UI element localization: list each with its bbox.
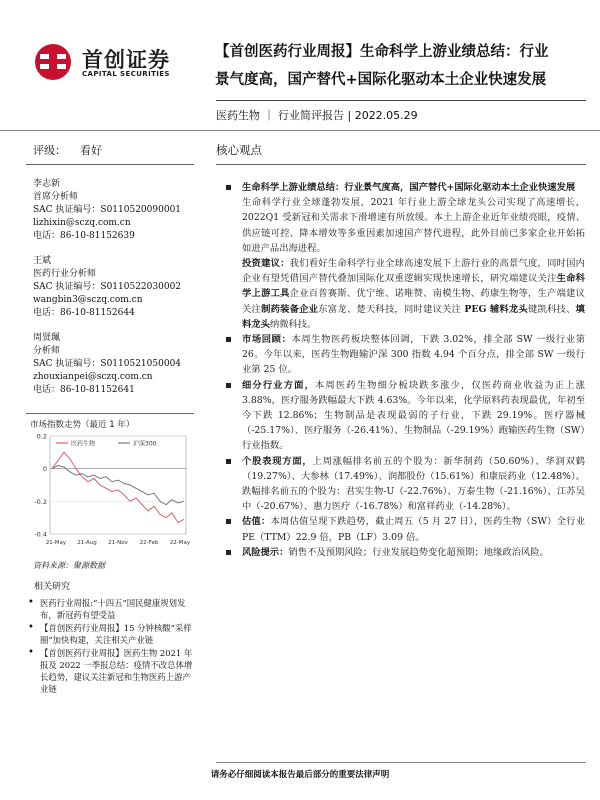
analyst-title: 分析师 xyxy=(33,346,61,356)
chart-x-tick-label: 21-Aug xyxy=(77,540,97,546)
rating-label: 评级： xyxy=(33,144,66,157)
bullet-lead: 生命科学上游业绩总结：行业景气度高，国产替代+国际化驱动本土企业快速发展 xyxy=(242,182,576,193)
title-divider xyxy=(216,100,586,101)
bullet-lead: 细分行业方面， xyxy=(242,379,315,391)
footer-divider xyxy=(216,762,586,763)
bullet-industry-summary xyxy=(224,180,585,332)
analyst-name: 周贤珮 xyxy=(33,333,61,343)
chart-source: 资料来源：聚源数据 xyxy=(33,561,105,570)
legal-disclaimer: 请务必仔细阅读本报告最后部分的重要法律声明 xyxy=(210,770,390,780)
analyst-title: 医药行业分析师 xyxy=(33,269,97,279)
company-logo xyxy=(32,42,202,82)
bullet-text: 本周估值呈现下跌趋势，截止周五（5 月 27 日），医药生物（SW）全行业 PE（TTM）22.9 倍，PB（LF）3.09 倍。 xyxy=(242,516,585,543)
analyst-phone: 电话：86-10-81152644 xyxy=(33,308,135,318)
report-title-line-2: 景气度高，国产替代+国际化驱动本土企业快速发展 xyxy=(215,72,547,88)
chart-x-tick-label: 22-May xyxy=(169,540,191,546)
bullet-text: 本周生物医药板块整体回调，下跌 3.02%，排全部 SW 一级行业第 26。今年以来，医药生物跑输沪深 300 指数 4.94 个百分点，排全部 SW 一级行业第 25 位。 xyxy=(242,334,585,376)
related-research-title: 相关研究 xyxy=(34,582,71,592)
bullet-risk xyxy=(224,545,585,560)
bullet-lead: 估值： xyxy=(242,516,271,528)
bullet-lead: 个股表现方面， xyxy=(242,455,313,467)
text-run: 东富龙、楚天科技，同时建议关注 xyxy=(318,303,465,315)
analyst-name: 王斌 xyxy=(33,256,52,266)
analyst-card xyxy=(33,255,193,320)
header-divider xyxy=(0,130,600,131)
analyst-card xyxy=(33,332,193,397)
text-run-bold: 填料龙头 xyxy=(242,303,585,330)
chart-title: 市场指数走势（最近 1 年） xyxy=(30,420,135,430)
related-research-list xyxy=(26,597,194,695)
related-research xyxy=(26,581,194,696)
analyst-card xyxy=(33,178,193,243)
report-subtitle: 医药生物 ｜ 行业简评报告 | 2022.05.29 xyxy=(216,109,418,122)
bullet-text: 本周医药生物细分板块跌多涨少，仅医药商业收益为正上涨 3.88%，医疗服务跌幅最大下跌 4.63%。今年以来，化学原料药表现最优，年初至今下跌 12.86%；生物制品是表现最弱的子行业，下跌 29.19%。医疗器械（-25.17%）、医疗服务（-26.41%）、生物制品（-29.19%）跑输医药生物（SW）行业指数。 xyxy=(242,379,585,452)
report-header xyxy=(0,0,600,140)
logo-name-cn: 首创证券 xyxy=(82,48,170,72)
chart-y-tick-label: -0.2 xyxy=(34,497,47,506)
investment-advice xyxy=(242,256,585,332)
related-research-item[interactable]: • 【首创医药行业周报】15 分钟核酸“采样圈”加快构建，关注相关产业链 xyxy=(26,622,194,646)
chart-y-tick-label: 0 xyxy=(42,465,47,474)
paragraph: 生命科学行业全球蓬勃发展，2021 年行业上游全球龙头公司实现了高速增长，2022Q1 受新冠和关需求下滑增速有所放缓。本土上游企业近年业绩亮眼，疫情、供应链可控、降本增效等多重因素加速国产替代进程，此外目前已多家企业开始拓如进产品出海进程。 xyxy=(242,197,585,254)
bullet-valuation xyxy=(224,514,585,544)
logo-mark-icon xyxy=(32,42,74,82)
chart-plot xyxy=(26,430,192,556)
chart-legend-label: 医药生物 xyxy=(71,440,96,448)
text-run: 企业百普赛斯、优宁维、诺唯赞、南模生物、药康生物等，生产端建议关注 xyxy=(242,288,585,315)
chart-series-line xyxy=(52,452,184,522)
related-research-item[interactable]: • 【首创医药行业周报】医药生物 2021 年报及 2022 一季报总结：疫情不改总体增长趋势，建议关注新冠和生物医药上游产业链 xyxy=(26,647,194,695)
rating-divider xyxy=(26,164,194,165)
chart-y-tick-label: -0.4 xyxy=(34,530,47,539)
analyst-phone: 电话：86-10-81152639 xyxy=(33,231,135,241)
text-run-bold: PEG 辅料龙头 xyxy=(464,303,528,315)
text-run: 我们看好生命科学行业全球高速发展下上游行业的高景气度，同时国内企业有望凭借国产替代叠加国际化双重逻辑实现快速增长，研究端建议关注 xyxy=(242,258,585,285)
analyst-phone: 电话：86-10-81152641 xyxy=(33,385,135,395)
report-title xyxy=(215,38,585,94)
bullet-market-review xyxy=(224,332,585,378)
core-views-title: 核心观点 xyxy=(216,143,262,157)
text-run-bold: 生命科学上游工具 xyxy=(242,273,585,300)
chart-series-line xyxy=(52,465,184,504)
analyst-email[interactable]: lizhixin@sczq.com.cn xyxy=(33,218,131,228)
analyst-list xyxy=(33,178,193,409)
analyst-name: 李志新 xyxy=(33,179,61,189)
text-run: 纳微科技。 xyxy=(269,318,317,330)
market-index-chart xyxy=(26,418,192,556)
analyst-sac: SAC 执证编号：S0110522030002 xyxy=(33,282,182,292)
analyst-sac: SAC 执证编号：S0110521050004 xyxy=(33,359,182,369)
analyst-email[interactable]: zhouxianpei@sczq.com.cn xyxy=(33,372,153,382)
bullet-lead: 市场回顾： xyxy=(242,334,292,346)
report-title-line-1: 【首创医药行业周报】生命科学上游业绩总结：行业 xyxy=(215,44,549,60)
text-run: 键凯科技、 xyxy=(528,303,576,315)
chart-legend-label: 沪深300 xyxy=(133,440,157,448)
rating-value: 看好 xyxy=(80,144,102,157)
chart-x-tick-label: 22-Feb xyxy=(139,540,159,546)
rating xyxy=(33,142,102,158)
inline-lead: 投资建议： xyxy=(242,258,290,270)
text-run-bold: 制药装备企业 xyxy=(261,303,319,315)
analyst-sac: SAC 执证编号：S0110520090001 xyxy=(33,205,182,215)
related-research-item[interactable]: • 医药行业周报:“十四五”国民健康规划发布，新冠药有望受益 xyxy=(26,597,194,621)
analyst-email[interactable]: wangbin3@sczq.com.cn xyxy=(33,295,143,305)
core-views-divider xyxy=(216,164,586,165)
bullet-lead: 风险提示： xyxy=(242,546,289,558)
chart-x-tick-label: 21-May xyxy=(45,540,67,546)
chart-top-divider xyxy=(26,413,194,414)
chart-frame xyxy=(50,436,186,534)
chart-y-tick-label: 0.2 xyxy=(36,432,47,441)
core-views-body xyxy=(224,180,585,560)
bullet-text: 销售不及预期风险；行业发展趋势变化超预期；地缘政治风险。 xyxy=(288,546,549,558)
analyst-title: 首席分析师 xyxy=(33,192,79,202)
logo-name-en: CAPITAL SECURITIES xyxy=(82,70,170,78)
bullet-stock-performance xyxy=(224,454,585,515)
bullet-sub-industry xyxy=(224,378,585,454)
bullet-text: 上周涨幅排名前五的个股为：新华制药（50.60%）、华润双鹤（19.27%）、大参林（17.49%）、润都股份（15.61%）和康辰药业（12.48%）。跌幅排名前五的个股为：君实生物-U（-22.76%）、万泰生物（-21.16%）、江苏吴中（-20.67%）、惠力医疗（-16.78%）和富祥药业（-14.28%）。 xyxy=(242,455,585,513)
chart-x-tick-label: 21-Nov xyxy=(108,540,128,546)
